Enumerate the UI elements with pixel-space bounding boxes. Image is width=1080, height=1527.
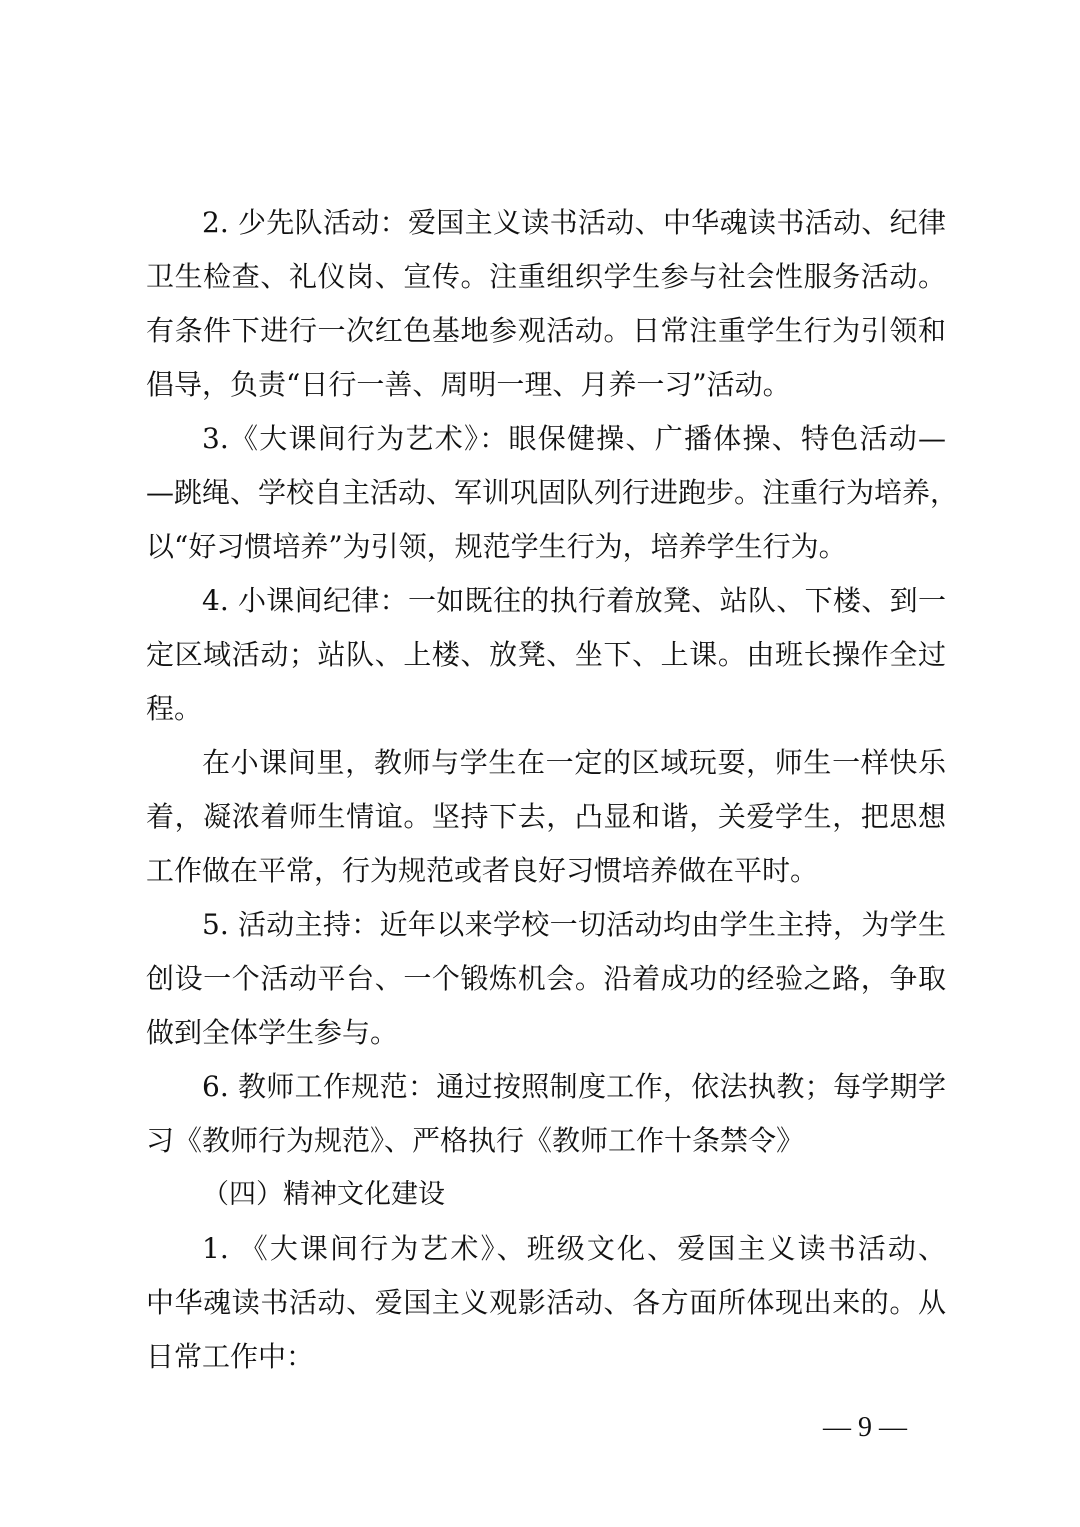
paragraph-small-break-play: [146, 736, 946, 898]
text-line: 在小课间里，教师与学生在一定的区域玩耍，师生一样快乐: [202, 746, 946, 779]
text-line: 6. 教师工作规范：通过按照制度工作，依法执教；每学期学: [202, 1070, 946, 1103]
text-line: 3.《大课间行为艺术》：眼保健操、广播体操、特色活动—: [202, 422, 946, 455]
text-line: 卫生检查、礼仪岗、宣传。注重组织学生参与社会性服务活动。: [146, 260, 946, 293]
text-line: 程。: [146, 692, 203, 725]
text-line: 定区域活动；站队、上楼、放凳、坐下、上课。由班长操作全过: [146, 638, 946, 671]
page-number: — 9 —: [823, 1412, 907, 1443]
text-line: 有条件下进行一次红色基地参观活动。日常注重学生行为引领和: [146, 314, 946, 347]
paragraph-big-break-art: [146, 412, 959, 574]
paragraph-activity-hosting: [146, 898, 946, 1060]
text-line: 5. 活动主持：近年以来学校一切活动均由学生主持，为学生: [202, 908, 946, 941]
text-line: 中华魂读书活动、爱国主义观影活动、各方面所体现出来的。从: [146, 1286, 946, 1319]
paragraph-spiritual-culture: [146, 1222, 946, 1384]
text-line: 1. 《大课间行为艺术》、班级文化、爱国主义读书活动、: [202, 1232, 946, 1265]
text-line: 2. 少先队活动：爱国主义读书活动、中华魂读书活动、纪律: [202, 206, 946, 239]
paragraph-young-pioneers: [146, 196, 946, 412]
text-line: 工作做在平常，行为规范或者良好习惯培养做在平时。: [146, 854, 819, 887]
text-line: 做到全体学生参与。: [146, 1016, 399, 1049]
text-line: 4. 小课间纪律：一如既往的执行着放凳、站队、下楼、到一: [202, 584, 946, 617]
paragraph-teacher-norms: [146, 1060, 946, 1168]
paragraph-small-break-discipline: [146, 574, 946, 736]
text-line: 倡导，负责“日行一善、周明一理、月养一习”活动。: [146, 368, 791, 401]
text-line: 以“好习惯培养”为引领，规范学生行为，培养学生行为。: [146, 530, 847, 563]
text-line: 着，凝浓着师生情谊。坚持下去，凸显和谐，关爱学生，把思想: [146, 800, 946, 833]
text-line: 日常工作中：: [146, 1340, 315, 1373]
document-body: [146, 196, 959, 1384]
text-line: 创设一个活动平台、一个锻炼机会。沿着成功的经验之路，争取: [146, 962, 946, 995]
section-heading: （四）精神文化建设: [202, 1179, 445, 1210]
text-line: —跳绳、学校自主活动、军训巩固队列行进跑步。注重行为培养，: [146, 476, 959, 509]
text-line: 习《教师行为规范》、严格执行《教师工作十条禁令》: [146, 1124, 805, 1157]
